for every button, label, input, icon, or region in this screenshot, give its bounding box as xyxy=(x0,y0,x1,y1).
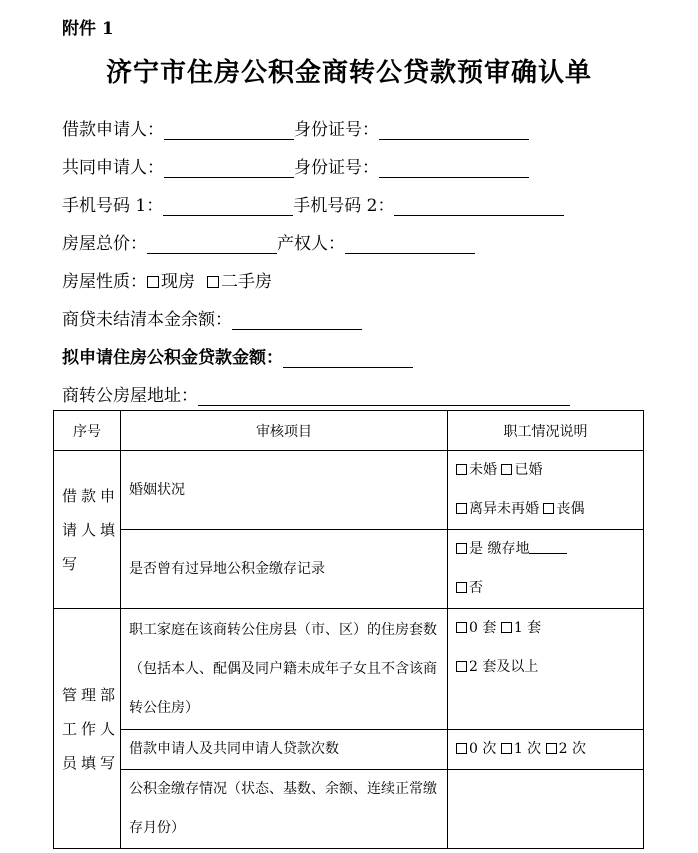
group-borrower-fill: 借款申请人填写 xyxy=(54,451,121,609)
checkbox-widowed[interactable] xyxy=(543,503,554,514)
row-address xyxy=(62,386,570,406)
options-house-count xyxy=(448,609,644,730)
attachment-label: 附件 1 xyxy=(62,19,114,39)
row-price xyxy=(62,234,475,254)
checkbox-one-house[interactable] xyxy=(501,622,512,633)
header-desc: 职工情况说明 xyxy=(448,411,644,451)
phone2-label: 手机号码 2： xyxy=(293,196,395,216)
opt-two-house: 2 套及以上 xyxy=(469,659,539,675)
second-hand-label: 二手房 xyxy=(221,272,272,292)
row-house-type xyxy=(62,272,272,292)
borrower-label: 借款申请人： xyxy=(62,120,164,140)
opt-zero-house: 0 套 xyxy=(469,620,497,636)
table-header-row xyxy=(54,411,644,451)
row-co-applicant xyxy=(62,158,529,178)
loan-amount-field[interactable] xyxy=(283,351,413,368)
opt-widowed: 丧偶 xyxy=(556,501,585,517)
checkbox-unmarried[interactable] xyxy=(456,464,467,475)
id-label-1: 身份证号： xyxy=(294,120,379,140)
checkbox-divorced[interactable] xyxy=(456,503,467,514)
opt-two-times: 2 次 xyxy=(558,741,586,757)
table-row-loan-times xyxy=(54,730,644,770)
phone2-field[interactable] xyxy=(394,199,564,216)
table-row-house-count xyxy=(54,609,644,730)
phone1-field[interactable] xyxy=(163,199,293,216)
header-item: 审核项目 xyxy=(121,411,448,451)
loan-amount-label: 拟申请住房公积金贷款金额： xyxy=(62,348,283,368)
total-price-label: 房屋总价： xyxy=(62,234,147,254)
unpaid-label: 商贷未结清本金余额： xyxy=(62,310,232,330)
id-field-2[interactable] xyxy=(379,161,529,178)
checkbox-current-house[interactable] xyxy=(147,276,159,288)
checkbox-two-times[interactable] xyxy=(546,743,557,754)
item-house-count: 职工家庭在该商转公住房县（市、区）的住房套数（包括本人、配偶及同户籍未成年子女且不含该商转公住房） xyxy=(121,609,448,730)
deposit-location-field[interactable] xyxy=(529,539,567,554)
address-label: 商转公房屋地址： xyxy=(62,386,198,406)
opt-divorced: 离异未再婚 xyxy=(469,501,539,517)
item-deposit-status: 公积金缴存情况（状态、基数、余额、连续正常缴存月份） xyxy=(121,770,448,849)
opt-yes: 是 缴存地 xyxy=(469,541,530,557)
table-row-marital xyxy=(54,451,644,530)
opt-unmarried: 未婚 xyxy=(469,462,497,478)
owner-label: 产权人： xyxy=(277,234,345,254)
row-unpaid xyxy=(62,310,362,330)
table-row-deposit-status xyxy=(54,770,644,849)
checkbox-married[interactable] xyxy=(501,464,512,475)
owner-field[interactable] xyxy=(345,237,475,254)
opt-zero-times: 0 次 xyxy=(469,741,497,757)
item-marital: 婚姻状况 xyxy=(121,451,448,530)
total-price-field[interactable] xyxy=(147,237,277,254)
house-type-label: 房屋性质： xyxy=(62,272,147,292)
row-borrower xyxy=(62,120,529,140)
row-phone xyxy=(62,196,564,216)
checkbox-second-hand[interactable] xyxy=(207,276,219,288)
phone1-label: 手机号码 1： xyxy=(62,196,164,216)
item-remote-deposit: 是否曾有过异地公积金缴存记录 xyxy=(121,530,448,609)
group-staff-fill: 管理部工作人员填写 xyxy=(54,609,121,849)
unpaid-field[interactable] xyxy=(232,313,362,330)
table-row-remote-deposit xyxy=(54,530,644,609)
checkbox-yes[interactable] xyxy=(456,543,467,554)
options-marital xyxy=(448,451,644,530)
checkbox-zero-house[interactable] xyxy=(456,622,467,633)
review-table xyxy=(53,410,644,849)
page-title: 济宁市住房公积金商转公贷款预审确认单 xyxy=(105,58,592,88)
borrower-field[interactable] xyxy=(164,123,294,140)
checkbox-zero-times[interactable] xyxy=(456,743,467,754)
deposit-status-field[interactable] xyxy=(448,770,644,849)
co-applicant-label: 共同申请人： xyxy=(62,158,164,178)
opt-one-house: 1 套 xyxy=(513,620,542,636)
checkbox-no[interactable] xyxy=(456,582,467,593)
opt-married: 已婚 xyxy=(514,462,543,478)
header-seq: 序号 xyxy=(54,411,121,451)
id-field-1[interactable] xyxy=(379,123,529,140)
options-loan-times xyxy=(448,730,644,770)
options-remote-deposit xyxy=(448,530,644,609)
row-loan-amount xyxy=(62,348,413,368)
opt-one-time: 1 次 xyxy=(513,741,542,757)
item-loan-times: 借款申请人及共同申请人贷款次数 xyxy=(121,730,448,770)
current-house-label: 现房 xyxy=(161,272,195,292)
checkbox-two-house[interactable] xyxy=(456,661,467,672)
id-label-2: 身份证号： xyxy=(294,158,379,178)
co-applicant-field[interactable] xyxy=(164,161,294,178)
opt-no: 否 xyxy=(469,580,483,596)
address-field[interactable] xyxy=(198,389,570,406)
checkbox-one-time[interactable] xyxy=(501,743,512,754)
